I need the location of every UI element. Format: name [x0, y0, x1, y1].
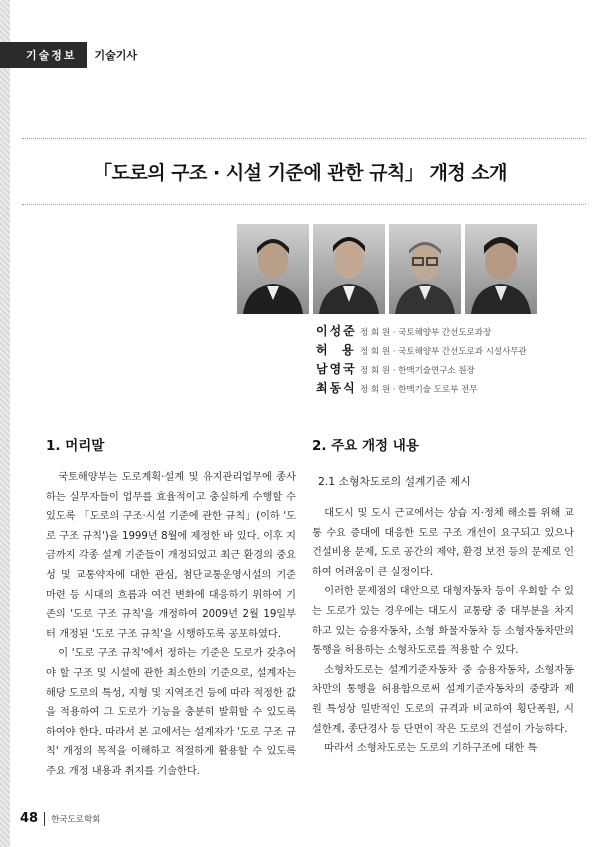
author-affiliation: 정 회 원 · 국토해양부 간선도로과장	[360, 328, 492, 338]
page-number: 48	[20, 811, 39, 826]
page-edge-pattern	[0, 0, 10, 847]
section-header	[0, 42, 137, 68]
portrait-icon	[389, 224, 461, 314]
category-tag: 기술정보	[0, 42, 87, 68]
publisher-name: 한국도로학회	[51, 814, 101, 825]
footer-divider	[44, 812, 45, 826]
paragraph: 국토해양부는 도로계획·설계 및 유지관리업무에 종사하는 실무자들이 업무를 효율적이고 충실하게 수행할 수 있도록 「도로의 구조·시설 기준에 관한 규칙」(이하 '도로 구조 규칙')을 1999년 8월에 제정한 바 있다. 이후 지금까지 각종 설계 기준들이 개정되었고 최근 환경의 중요성 및 교통약자에 대한 관심, 첨단교통운영시설의 기준 마련 등 시대의 흐름과 여건 변화에 대응하기 위하여 기존의 '도로 구조 규칙'을 개정하여 2009년 2월 19일부터 개정된 '도로 구조 규칙'을 시행하도록 공포하였다.	[46, 472, 296, 640]
author-row	[316, 360, 527, 379]
section2-subheading: 2.1 소형차도로의 설계기준 제시	[318, 475, 471, 488]
page-footer	[20, 811, 100, 826]
author-photos	[237, 224, 537, 314]
author-affiliation: 정 회 원 · 국토해양부 간선도로과 시설사무관	[360, 347, 527, 357]
author-row	[316, 322, 527, 341]
portrait-icon	[465, 224, 537, 314]
title-divider	[22, 204, 586, 205]
paragraph: 소형차도로는 설계기준자동차 중 승용자동차, 소형자동차만의 통행을 허용함으로써 설계기준자동차의 중량과 제원 특성상 일반적인 도로의 규격과 비교하여 횡단폭원, 시설한계, 종단경사 등 단면이 작은 도로의 건설이 가능하다.	[312, 664, 574, 735]
paragraph: 이 '도로 구조 규칙'에서 정하는 기준은 도로가 갖추어야 할 구조 및 시설에 관한 최소한의 기준으로, 설계자는 해당 도로의 특성, 지형 및 지역조건 등에 따라 적정한 값을 적용하여 그 도로가 기능을 충분히 발휘할 수 있도록 하여야 한다. 따라서 본 고에서는 설계자가 '도로 구조 규칙' 개정의 목적을 이해하고 적절하게 활용할 수 있도록 주요 개정 내용과 취지를 기술한다.	[46, 648, 296, 777]
section2-body	[312, 504, 574, 759]
top-divider	[22, 138, 586, 139]
author-affiliation: 정 회 원 · 한맥기술연구소 원장	[360, 366, 475, 376]
author-name: 이성준	[316, 324, 357, 338]
portrait-icon	[313, 224, 385, 314]
paragraph: 이러한 문제점의 대안으로 대형자동차 등이 우회할 수 있는 도로가 있는 경우에는 대도시 교통량 중 대부분을 차지하고 있는 승용자동차, 소형 화물자동차 등 소형자동차만의 통행을 허용하는 소형차도로를 적용할 수 있다.	[312, 586, 574, 657]
author-photo	[237, 224, 309, 314]
portrait-icon	[237, 224, 309, 314]
paragraph: 따라서 소형차도로는 도로의 기하구조에 대한 특	[324, 743, 538, 755]
paragraph: 대도시 및 도시 근교에서는 상습 지·정체 해소를 위해 교통 수요 증대에 대응한 도로 구조 개선이 요구되고 있으나 건설비용 문제, 도로 공간의 제약, 환경 보전 등의 문제로 인하여 어려움이 큰 실정이다.	[312, 508, 574, 578]
author-row	[316, 341, 527, 360]
author-name: 허 용	[316, 343, 356, 357]
author-affiliation: 정 회 원 · 한맥기술 도로부 전무	[360, 385, 478, 395]
author-name: 최동식	[316, 381, 357, 395]
author-name: 남영국	[316, 362, 357, 376]
section2-heading: 2. 주요 개정 내용	[312, 438, 419, 454]
article-title: 「도로의 구조 · 시설 기준에 관한 규칙」 개정 소개	[92, 162, 507, 184]
author-photo	[389, 224, 461, 314]
section1-body	[46, 468, 296, 782]
category-subtitle: 기술기사	[94, 49, 138, 62]
author-row	[316, 379, 527, 398]
author-photo	[313, 224, 385, 314]
author-photo	[465, 224, 537, 314]
author-list	[316, 322, 527, 398]
section1-heading: 1. 머리말	[46, 438, 105, 454]
